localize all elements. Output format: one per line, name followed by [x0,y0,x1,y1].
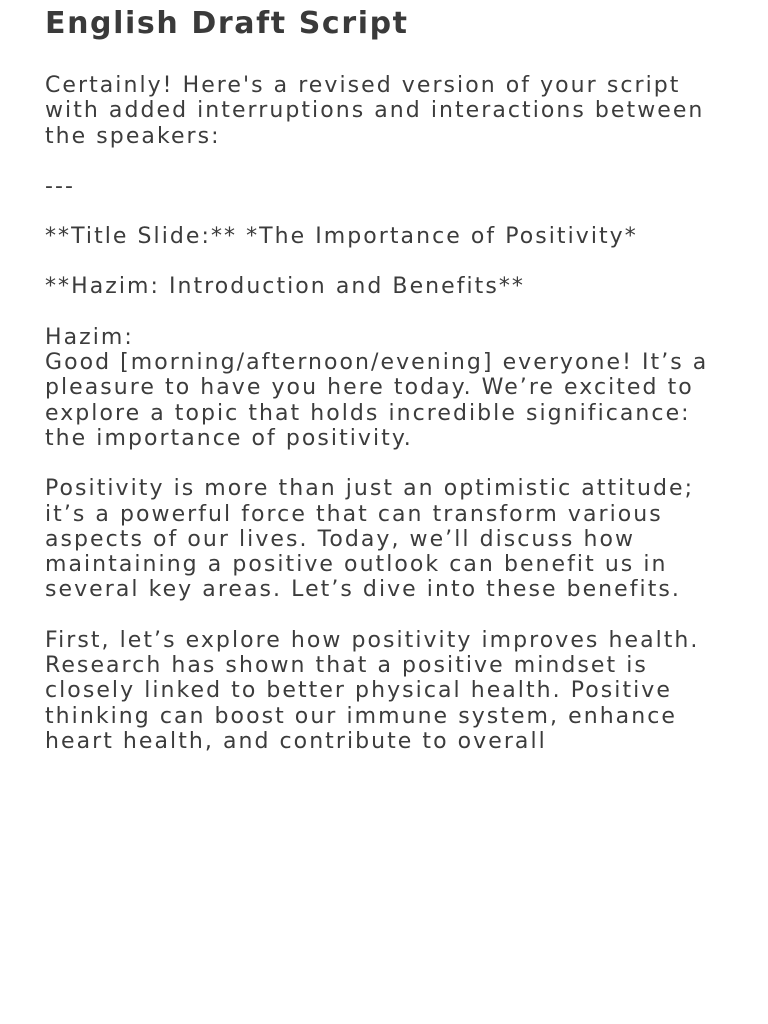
health-paragraph: First, let’s explore how positivity improves health. Research has shown that a positive mindset is closely linked to better physical health. Positive thinking can boost our immune system, enhance heart health, and contribute to overall [45,627,700,754]
positivity-paragraph: Positivity is more than just an optimistic attitude; it’s a powerful force that can transform various aspects of our lives. Today, we’ll discuss how maintaining a positive outlook can benefit us in several key areas. Let’s dive into these benefits. [45,476,695,603]
spacer [45,199,728,224]
section-heading: **Hazim: Introduction and Benefits** [45,274,525,300]
intro-paragraph: Certainly! Here's a revised version of your script with added interruptions and interactions between the speakers: [45,73,705,149]
document-title: English Draft Script [45,6,409,41]
speaker-label: Hazim: [45,324,134,350]
spacer [45,603,728,628]
title-slide-line: **Title Slide:** *The Importance of Positivity* [45,224,638,250]
spacer [45,149,728,174]
spacer [45,300,728,325]
spacer [45,249,728,274]
spacer [45,451,728,476]
divider: --- [45,173,75,199]
greeting-paragraph: Good [morning/afternoon/evening] everyone! It’s a pleasure to have you here today. We’re excited to explore a topic that holds incredible significance: the importance of positivity. [45,350,709,451]
spacer [45,43,728,73]
